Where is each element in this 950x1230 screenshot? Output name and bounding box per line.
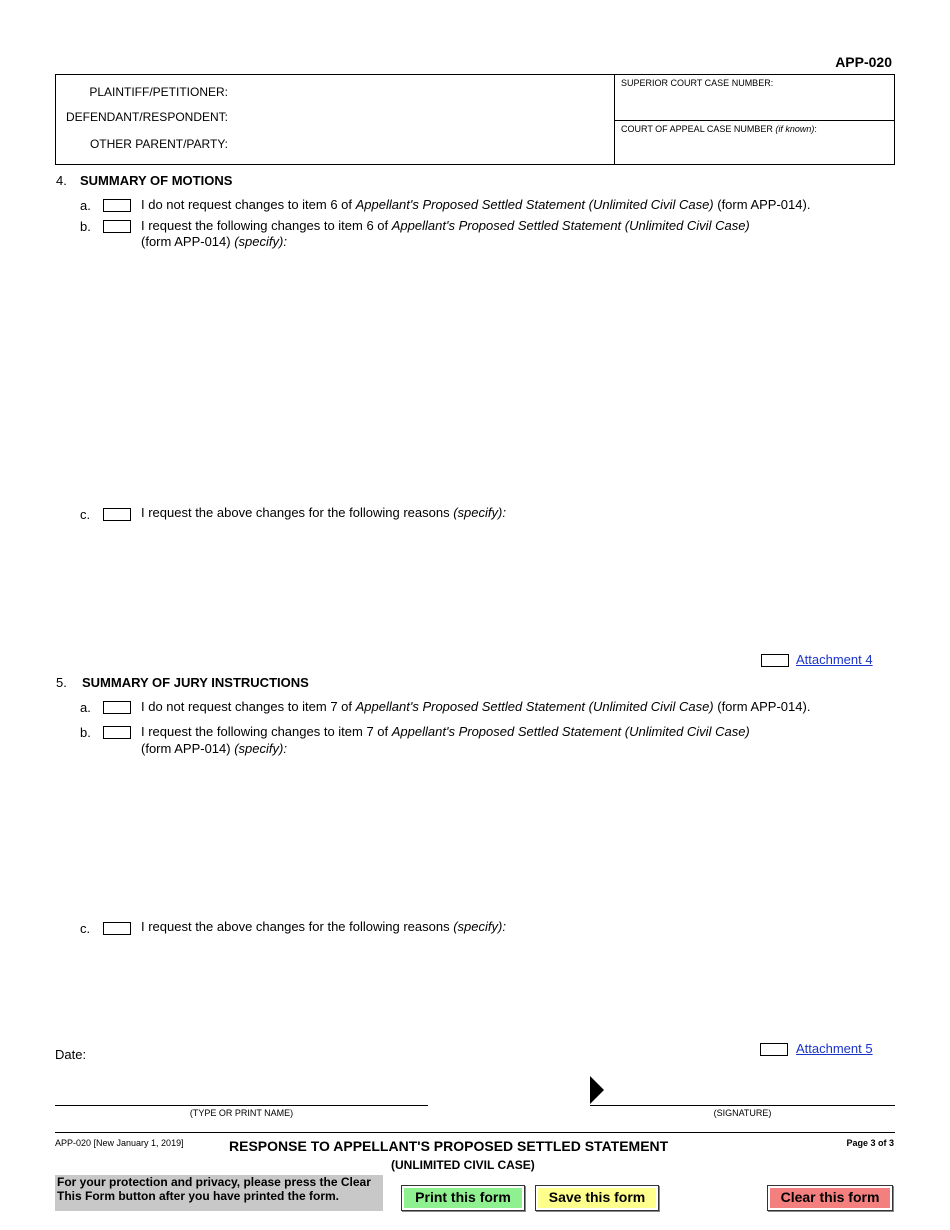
defendant-label: DEFENDANT/RESPONDENT: <box>65 110 228 124</box>
item-5a-letter: a. <box>80 700 91 715</box>
appeal-case-number-field[interactable] <box>615 121 894 164</box>
footer-rule <box>55 1132 895 1133</box>
item-4a-checkbox[interactable] <box>103 199 131 212</box>
item-4b-checkbox[interactable] <box>103 220 131 233</box>
section-5-number: 5. <box>56 675 67 690</box>
item-4c-letter: c. <box>80 507 91 522</box>
page-number: Page 3 of 3 <box>846 1138 894 1148</box>
clear-form-button[interactable]: Clear this form <box>767 1185 893 1211</box>
attachment-4-link[interactable]: Attachment 4 <box>796 652 873 667</box>
item-5b-text: I request the following changes to item 7 of Appellant's Proposed Settled Statement (Unlimited Civil Case) <box>141 724 750 739</box>
save-form-button[interactable]: Save this form <box>535 1185 659 1211</box>
printed-name-field[interactable] <box>55 1075 428 1103</box>
signature-field[interactable] <box>608 1075 895 1103</box>
attachment-5-checkbox[interactable] <box>760 1043 788 1056</box>
signature-caption: (SIGNATURE) <box>713 1108 772 1118</box>
item-4c-checkbox[interactable] <box>103 508 131 521</box>
section-4-number: 4. <box>56 173 67 188</box>
form-revision: APP-020 [New January 1, 2019] <box>55 1138 184 1148</box>
item-5c-text: I request the above changes for the following reasons (specify): <box>141 919 506 934</box>
signature-line <box>590 1105 895 1106</box>
item-5b-text-line2: (form APP-014) (specify): <box>141 741 287 756</box>
section-5-title: SUMMARY OF JURY INSTRUCTIONS <box>82 675 309 690</box>
item-5a-checkbox[interactable] <box>103 701 131 714</box>
item-5c-checkbox[interactable] <box>103 922 131 935</box>
attachment-4-checkbox[interactable] <box>761 654 789 667</box>
superior-case-number-field[interactable] <box>615 75 894 121</box>
item-5b-checkbox[interactable] <box>103 726 131 739</box>
other-party-label: OTHER PARENT/PARTY: <box>89 137 228 151</box>
case-caption-box <box>55 74 895 165</box>
item-4b-letter: b. <box>80 219 91 234</box>
item-4a-letter: a. <box>80 198 91 213</box>
party-names-area <box>56 75 615 164</box>
attachment-5-link[interactable]: Attachment 5 <box>796 1041 873 1056</box>
section-4-title: SUMMARY OF MOTIONS <box>80 173 233 188</box>
date-label: Date: <box>55 1047 87 1062</box>
print-form-button[interactable]: Print this form <box>401 1185 525 1211</box>
name-caption: (TYPE OR PRINT NAME) <box>189 1108 294 1118</box>
appeal-case-label: COURT OF APPEAL CASE NUMBER (if known): <box>621 124 817 134</box>
item-4c-text: I request the above changes for the following reasons (specify): <box>141 505 506 520</box>
item-4a-text: I do not request changes to item 6 of Appellant's Proposed Settled Statement (Unlimited Civil Case) (form APP-014). <box>141 197 811 212</box>
item-4b-text: I request the following changes to item 6 of Appellant's Proposed Settled Statement (Unlimited Civil Case) <box>141 218 750 233</box>
item-5b-letter: b. <box>80 725 91 740</box>
form-title: RESPONSE TO APPELLANT'S PROPOSED SETTLED STATEMENT <box>229 1138 669 1154</box>
item-5b-specify-field[interactable] <box>141 759 893 909</box>
form-subtitle: (UNLIMITED CIVIL CASE) <box>391 1158 535 1172</box>
item-5c-specify-field[interactable] <box>141 938 893 1033</box>
item-5a-text: I do not request changes to item 7 of Appellant's Proposed Settled Statement (Unlimited Civil Case) (form APP-014). <box>141 699 811 714</box>
privacy-note: For your protection and privacy, please press the Clear This Form button after you have printed the form. <box>55 1175 383 1211</box>
item-5c-letter: c. <box>80 921 91 936</box>
superior-case-label: SUPERIOR COURT CASE NUMBER: <box>621 78 774 88</box>
form-number: APP-020 <box>835 54 892 70</box>
date-field[interactable] <box>95 1044 295 1062</box>
name-line <box>55 1105 428 1106</box>
item-4b-text-line2: (form APP-014) (specify): <box>141 234 287 249</box>
item-4b-specify-field[interactable] <box>141 252 893 497</box>
signature-arrow-icon <box>590 1076 604 1104</box>
item-4c-specify-field[interactable] <box>141 524 893 646</box>
plaintiff-label: PLAINTIFF/PETITIONER: <box>89 85 228 99</box>
